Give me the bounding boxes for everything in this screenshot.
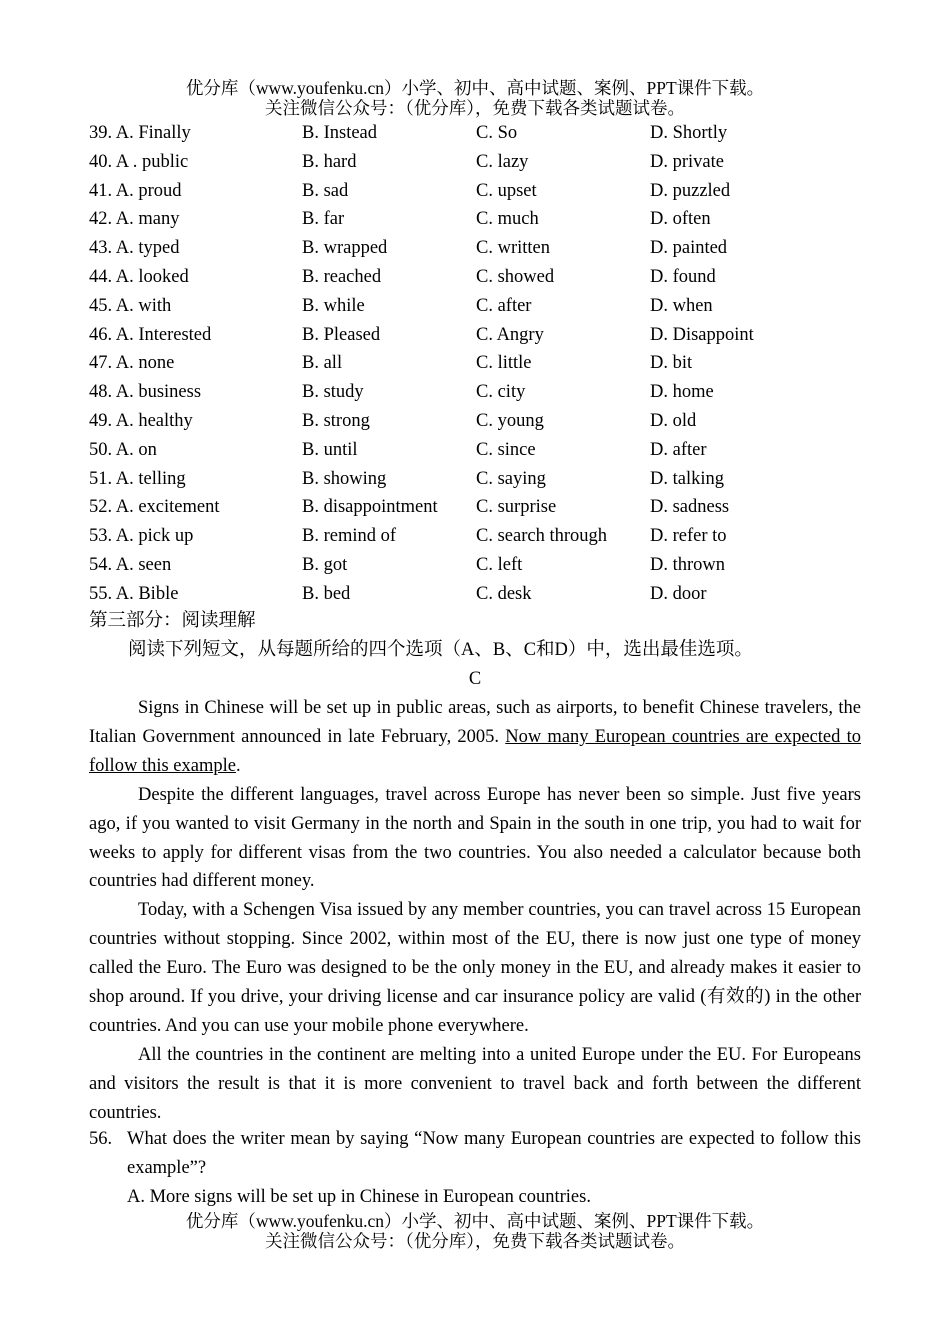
option-cell: C. much [476, 209, 539, 230]
option-cell: B. strong [302, 410, 370, 431]
option-row [89, 177, 869, 206]
option-row [89, 407, 869, 436]
question-56 [89, 1125, 861, 1212]
option-row [89, 321, 869, 350]
option-row [89, 349, 869, 378]
option-cell: 48. A. business [89, 382, 202, 403]
option-cell: C. search through [476, 526, 608, 547]
option-cell: 44. A. looked [89, 266, 189, 287]
option-cell: 45. A. with [89, 295, 172, 316]
option-cell: C. lazy [476, 151, 529, 172]
option-cell: C. upset [476, 180, 537, 201]
option-cell: 49. A. healthy [89, 410, 193, 431]
option-row [89, 378, 869, 407]
option-cell: C. desk [476, 583, 532, 604]
option-cell: B. showing [302, 468, 387, 489]
option-cell: D. old [650, 410, 697, 431]
option-cell: B. got [302, 554, 348, 575]
paragraph-1-text: Signs in Chinese will be set up in public areas, such as airports, to benefit Chinese travelers, the Italian Government announced in late February, 2005. [89, 698, 861, 747]
option-row [89, 119, 869, 148]
passage [89, 694, 861, 1128]
option-cell: B. study [302, 382, 364, 403]
option-cell: 40. A . public [89, 151, 189, 172]
option-cell: C. So [476, 123, 518, 143]
option-cell: D. door [650, 583, 707, 604]
option-cell: D. puzzled [650, 180, 731, 201]
option-row [89, 205, 869, 234]
option-row [89, 465, 869, 494]
option-cell: 39. A. Finally [89, 123, 191, 143]
option-cell: B. until [302, 439, 358, 460]
option-cell: B. bed [302, 583, 351, 604]
option-cell: B. hard [302, 151, 357, 172]
option-cell: D. home [650, 382, 714, 403]
option-cell: D. bit [650, 353, 693, 374]
paragraph-1-end: . [235, 755, 241, 776]
option-cell: 42. A. many [89, 209, 180, 230]
option-cell: D. when [650, 295, 713, 316]
option-cell: D. private [650, 151, 724, 172]
footer-line-1: 优分库（www.youfenku.cn）小学、初中、高中试题、案例、PPT课件下载。 [185, 1211, 765, 1231]
option-cell: 41. A. proud [89, 180, 182, 201]
option-cell: D. talking [650, 468, 724, 489]
option-cell: D. Shortly [650, 123, 728, 143]
options-list [89, 119, 869, 609]
option-cell: D. Disappoint [650, 324, 754, 345]
option-cell: D. painted [650, 238, 728, 259]
footer-line-2: 关注微信公众号：（优分库），免费下载各类试题试卷。 [265, 1231, 685, 1251]
option-cell: 52. A. excitement [89, 497, 220, 518]
option-cell: C. city [476, 382, 526, 403]
option-row [89, 148, 869, 177]
option-cell: D. refer to [650, 526, 727, 547]
option-cell: D. found [650, 266, 716, 287]
question-56-number: 56. [89, 1129, 113, 1149]
option-cell: 54. A. seen [89, 554, 172, 575]
option-row [89, 292, 869, 321]
option-row [89, 263, 869, 292]
option-cell: B. Pleased [302, 324, 381, 345]
option-row [89, 522, 869, 551]
question-56-stem-block [89, 1125, 861, 1183]
underlined-sentence: Now many European countries are expected to follow this example [89, 726, 861, 776]
option-cell: C. after [476, 295, 532, 316]
option-cell: 43. A. typed [89, 238, 180, 259]
paragraph-3: Today, with a Schengen Visa issued by any member countries, you can travel across 15 European countries without stopping. Since 2002, within most of the EU, there is now just one type of money called the Euro. The Euro was designed to be the only money in the EU, and already makes it easier to shop around. If you drive, your driving license and car insurance policy are valid (有效的) in the other countries. And you can use your mobile phone everywhere. [89, 900, 861, 1036]
option-row [89, 436, 869, 465]
option-cell: B. sad [302, 180, 349, 201]
option-row [89, 493, 869, 522]
option-cell: D. thrown [650, 554, 726, 575]
option-cell: B. disappointment [302, 497, 438, 518]
option-row [89, 234, 869, 263]
header-line-2: 关注微信公众号：（优分库），免费下载各类试题试卷。 [265, 98, 685, 118]
question-56-stem: What does the writer mean by saying “Now many European countries are expected to follow this example”? [127, 1129, 861, 1178]
passage-label: C [468, 669, 482, 689]
option-cell: 51. A. telling [89, 468, 186, 489]
option-cell: B. remind of [302, 526, 397, 547]
section-instruction: 阅读下列短文，从每题所给的四个选项（A、B、C和D）中，选出最佳选项。 [128, 640, 753, 660]
option-cell: B. wrapped [302, 238, 388, 259]
option-row [89, 551, 869, 580]
paragraph-4: All the countries in the continent are melting into a united Europe under the EU. For Europeans and visitors the result is that it is more convenient to travel back and forth between the different countries. [89, 1044, 861, 1123]
option-cell: 47. A. none [89, 353, 175, 374]
option-cell: 55. A. Bible [89, 583, 179, 604]
option-cell: C. written [476, 238, 550, 259]
option-cell: B. reached [302, 266, 382, 287]
option-cell: B. while [302, 295, 365, 316]
option-cell: C. saying [476, 468, 546, 489]
section-title: 第三部分：阅读理解 [89, 611, 256, 631]
option-cell: D. sadness [650, 497, 730, 518]
option-cell: C. young [476, 410, 544, 431]
paragraph-1 [89, 694, 861, 781]
paragraph-2: Despite the different languages, travel across Europe has never been so simple. Just five years ago, if you wanted to visit Germany in the north and Spain in the south in one trip, you had to wait for weeks to apply for different visas from the two countries. You also needed a calculator because both countries had different money. [89, 784, 861, 892]
option-cell: B. far [302, 209, 345, 230]
option-cell: C. little [476, 353, 532, 374]
option-cell: C. since [476, 439, 536, 460]
question-56-option-a: A. More signs will be set up in Chinese in European countries. [127, 1186, 591, 1207]
option-cell: D. often [650, 209, 711, 230]
option-cell: B. all [302, 353, 343, 374]
option-cell: C. Angry [476, 324, 544, 345]
option-cell: C. showed [476, 266, 555, 287]
option-cell: D. after [650, 439, 707, 460]
option-cell: C. left [476, 554, 523, 575]
option-cell: C. surprise [476, 497, 557, 518]
option-cell: 53. A. pick up [89, 526, 194, 547]
option-cell: B. Instead [302, 123, 378, 143]
option-cell: 50. A. on [89, 439, 157, 460]
header-line-1: 优分库（www.youfenku.cn）小学、初中、高中试题、案例、PPT课件下载。 [185, 78, 765, 98]
option-cell: 46. A. Interested [89, 324, 212, 345]
option-row [89, 580, 869, 609]
